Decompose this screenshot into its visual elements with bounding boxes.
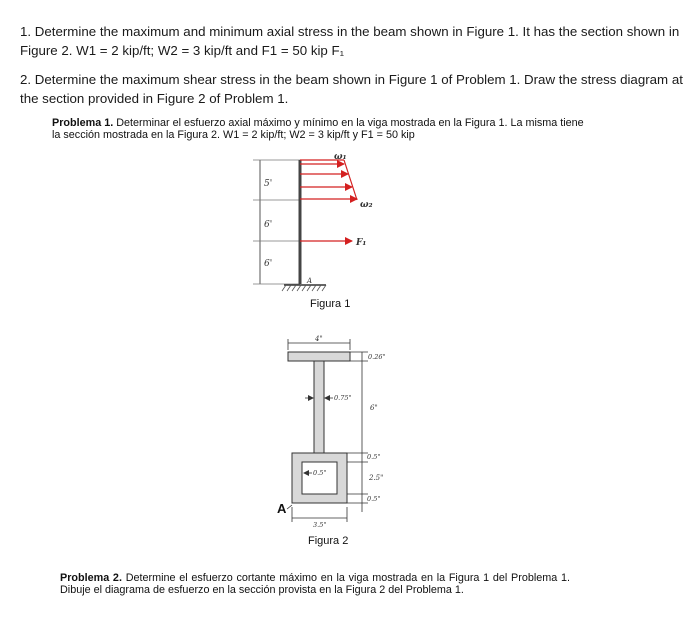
fig1-load-slope: [344, 160, 357, 200]
fig1-w1-label: ω₁: [334, 152, 347, 162]
fig1-support-label: A: [307, 277, 313, 285]
fig1-dim-1: 5': [264, 179, 273, 189]
fig2-dim-web: 0.75": [334, 394, 352, 402]
fig1-w2-label: ω₂: [360, 200, 373, 210]
fig2-dim-web-height: 6": [370, 404, 378, 412]
fig1-distributed-load-arrows: [300, 164, 357, 199]
fig2-box-inner: [302, 462, 337, 494]
problema-2-spanish: [60, 572, 570, 596]
problema-2-title: Problema 2.: [60, 572, 122, 584]
fig2-dim-box-bottom: 0.5": [367, 495, 381, 503]
fig2-dim-bottom-width: 3.5": [313, 521, 327, 529]
fig2-dim-wall: 0.5": [313, 469, 327, 477]
problem-1-english: 1. Determine the maximum and minimum axial stress in the beam shown in Figure 1. It has the section shown in Figure 2. W1 = 2 kip/ft; W2 = 3 kip/ft and F1 = 50 kip F₁: [20, 24, 680, 58]
figure-2-section: [277, 335, 385, 529]
fig2-point-a-label: A: [277, 501, 287, 516]
fig2-dim-top-width: 4": [315, 335, 323, 343]
fig2-dim-box-inner-h: 2.5": [369, 474, 384, 482]
fig1-dim-2: 6': [264, 220, 273, 230]
problema-1-body: Determinar el esfuerzo axial máximo y mínimo en la viga mostrada en la Figura 1. La misma tiene la sección mostrada en la Figura 2. W1 = 2 kip/ft; W2 = 3 kip/ft y F1 = 50 kip: [52, 117, 584, 141]
fig1-f1-label: F₁: [356, 238, 367, 248]
fig1-dim-3: 6': [264, 259, 273, 269]
fig2-dim-flange-thk: 0.26": [368, 353, 386, 361]
problema-2-body: Determine el esfuerzo cortante máximo en la viga mostrada en la Figura 1 del Problema 1. Dibuje el diagrama de esfuerzo en la sección provista en la Figura 2 del Problema 1.: [60, 572, 570, 596]
fig2-web: [314, 361, 324, 453]
fig2-dim-box-top: 0.5": [367, 453, 381, 461]
figure-1-caption: Figura 1: [310, 298, 351, 310]
fig1-ground-hatch: [282, 285, 326, 291]
problema-1-title: Problema 1.: [52, 117, 114, 129]
problem-2-english: 2. Determine the maximum shear stress in the beam shown in Figure 1 of Problem 1. Draw the stress diagram at the section provided in Figure 2 of Problem 1.: [20, 72, 683, 106]
figure-2-caption: Figura 2: [308, 535, 349, 547]
fig2-top-flange: [288, 352, 350, 361]
figure-1-frame: [253, 152, 373, 291]
